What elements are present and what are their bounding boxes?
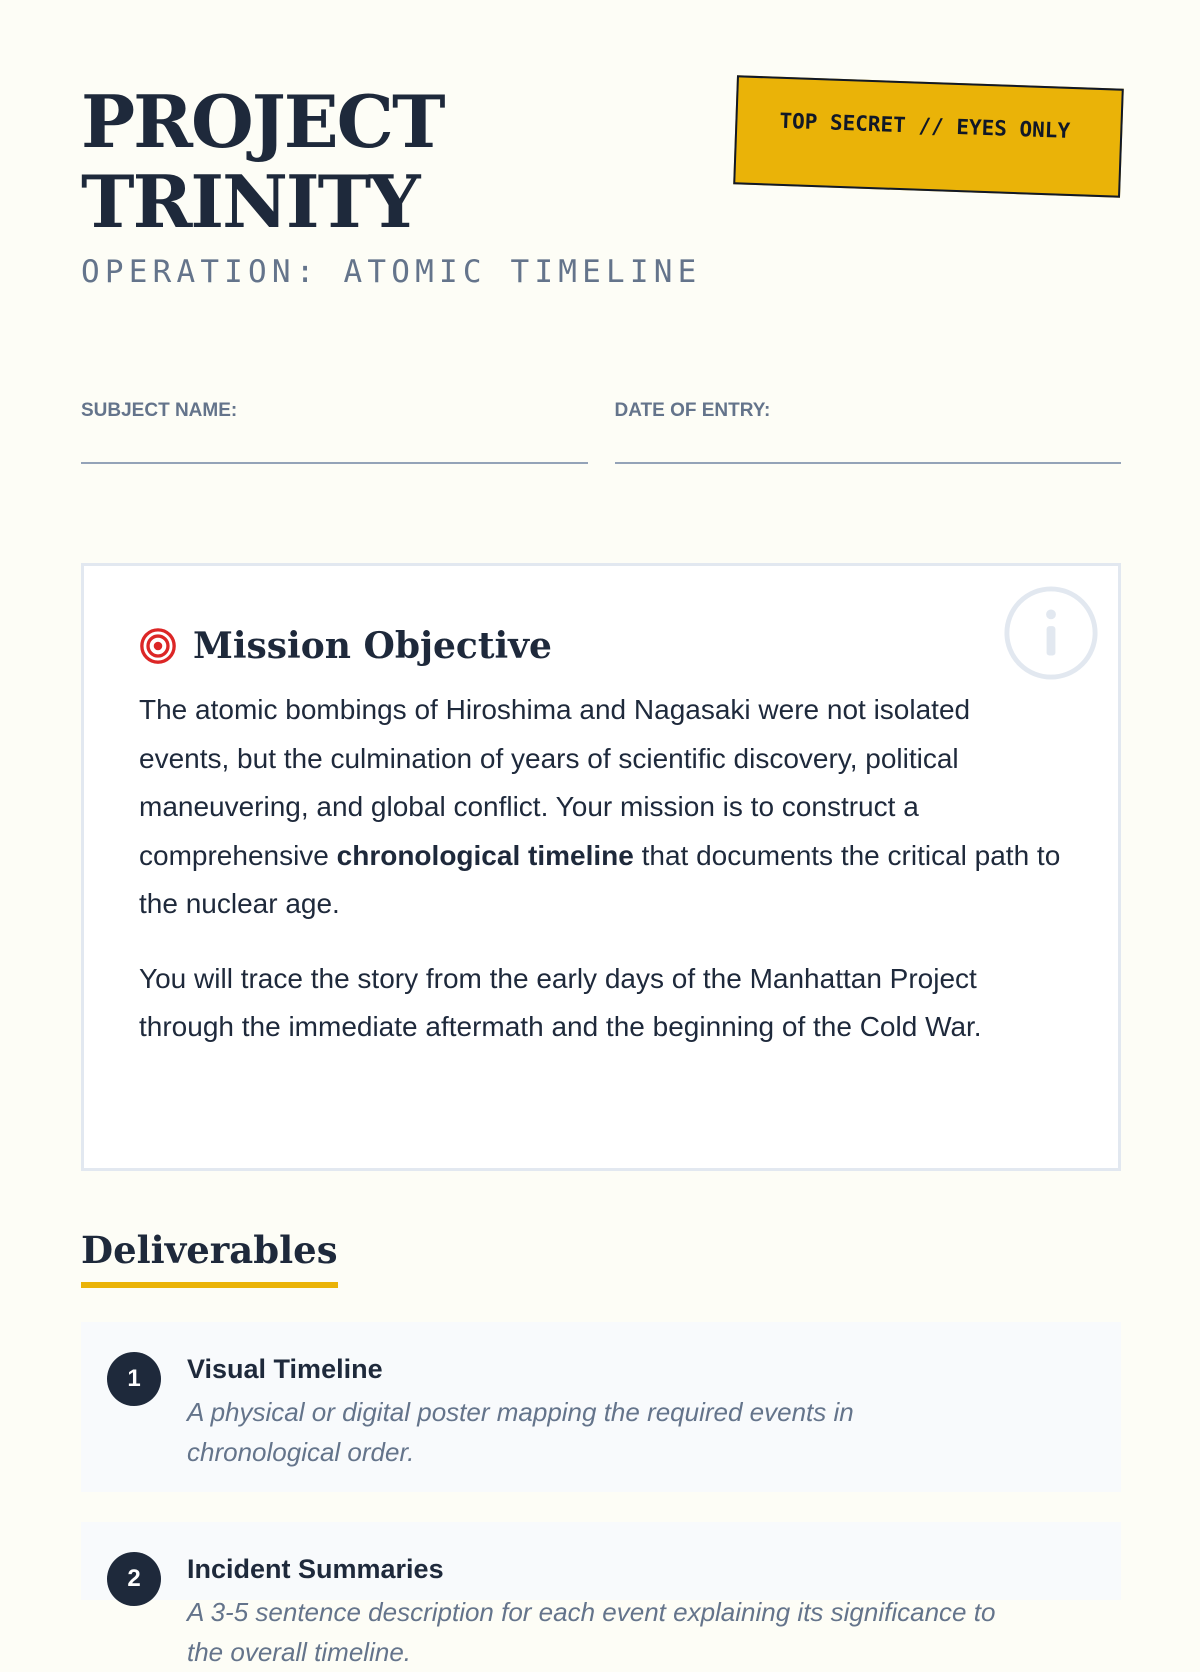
subject-name-field[interactable]: [81, 400, 588, 464]
deliverable-item: [81, 1322, 1121, 1492]
deliverable-title: Visual Timeline: [187, 1354, 383, 1384]
mission-title: Mission Objective: [193, 625, 552, 667]
deliverable-description: A 3-5 sentence description for each event explaining its significance to the overall timeline.: [187, 1597, 996, 1667]
mission-objective-card: [81, 563, 1121, 1171]
page-subtitle: OPERATION: ATOMIC TIMELINE: [81, 254, 702, 290]
subject-name-line[interactable]: [81, 462, 588, 464]
date-of-entry-label: DATE OF ENTRY:: [614, 400, 771, 421]
deliverable-item: [81, 1522, 1121, 1667]
deliverable-description: A physical or digital poster mapping the required events in chronological order.: [187, 1397, 854, 1467]
deliverable-number-badge: 2: [107, 1552, 161, 1606]
subject-name-label: SUBJECT NAME:: [81, 400, 238, 421]
entry-fields: [81, 400, 1121, 464]
page-title: PROJECT TRINITY: [81, 79, 444, 244]
deliverable-title: Incident Summaries: [187, 1554, 444, 1584]
deliverables-heading: Deliverables: [81, 1228, 338, 1288]
title-block: [81, 79, 702, 290]
mission-paragraph-1: [139, 686, 1064, 929]
mission-emphasis: chronological timeline: [336, 839, 634, 871]
mission-text-lead: The atomic bombings of Hiroshima and Nagasaki were not isolated events, but the culmination of years of scientific discovery, political maneuvering, and global conflict. Your mission is to construct a comprehensive: [139, 694, 971, 871]
deliverable-number-badge: 1: [107, 1352, 161, 1406]
classification-stamp: TOP SECRET // EYES ONLY: [733, 75, 1124, 197]
target-icon: [139, 627, 177, 665]
mission-paragraph-2: You will trace the story from the early days of the Manhattan Project through the immediate aftermath and the beginning of the Cold War.: [139, 962, 982, 1042]
mission-heading: [139, 624, 1064, 668]
info-icon: [1002, 584, 1100, 682]
mission-text-tail: that documents the critical path to the nuclear age.: [139, 839, 1061, 919]
date-of-entry-line[interactable]: [615, 462, 1122, 464]
date-of-entry-field[interactable]: [615, 400, 1122, 464]
